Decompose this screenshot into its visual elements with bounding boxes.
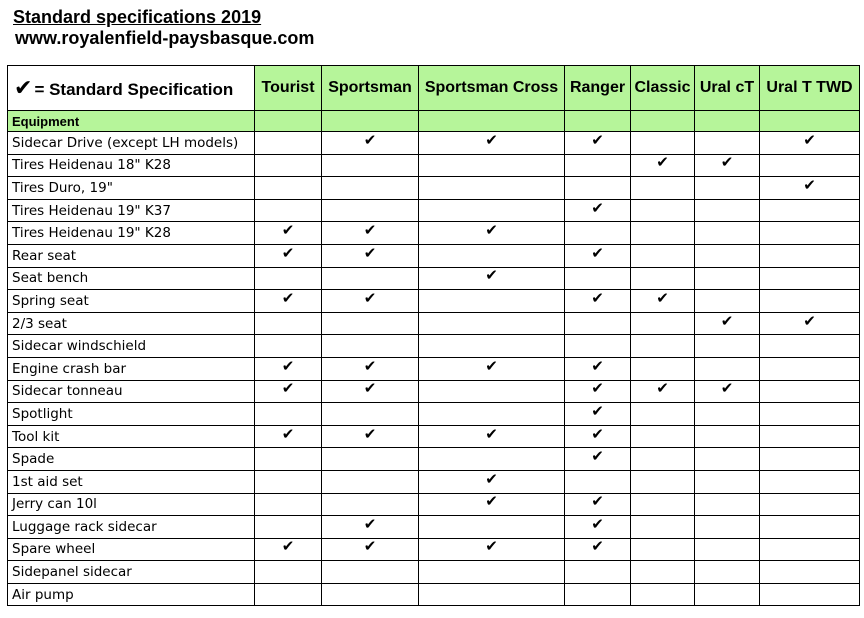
spec-cell (322, 516, 419, 539)
spec-cell (565, 516, 631, 539)
spec-cell (565, 403, 631, 426)
table-row (8, 583, 860, 606)
spec-cell (695, 380, 760, 403)
spec-cell (631, 538, 695, 561)
row-label: Tires Heidenau 19" K37 (8, 199, 255, 222)
spec-cell (695, 199, 760, 222)
table-row (8, 448, 860, 471)
spec-cell (322, 199, 419, 222)
table-row (8, 470, 860, 493)
spec-cell (419, 357, 565, 380)
spec-cell (695, 561, 760, 584)
check-icon: ✔ (363, 221, 377, 240)
spec-cell (631, 470, 695, 493)
spec-cell (695, 403, 760, 426)
column-header-tourist: Tourist (255, 66, 322, 111)
spec-cell (322, 470, 419, 493)
spec-cell (565, 312, 631, 335)
spec-cell (695, 538, 760, 561)
spec-cell (695, 357, 760, 380)
spec-cell (322, 222, 419, 245)
section-cell (419, 111, 565, 132)
spec-cell (255, 357, 322, 380)
check-icon: ✔ (281, 380, 295, 398)
spec-cell (760, 538, 860, 561)
check-icon: ✔ (485, 493, 498, 511)
spec-cell (419, 403, 565, 426)
table-row (8, 335, 860, 358)
spec-cell (695, 470, 760, 493)
spec-cell (322, 538, 419, 561)
spec-cell (255, 312, 322, 335)
spec-cell (695, 177, 760, 200)
row-label: Luggage rack sidecar (8, 516, 255, 539)
spec-cell (255, 470, 322, 493)
spec-cell (760, 244, 860, 267)
row-label: Sidepanel sidecar (8, 561, 255, 584)
spec-cell (322, 493, 419, 516)
spec-cell (419, 154, 565, 177)
check-icon: ✔ (591, 244, 604, 262)
spec-cell (419, 561, 565, 584)
table-row (8, 380, 860, 403)
spec-cell (322, 403, 419, 426)
section-cell (695, 111, 760, 132)
spec-cell (631, 177, 695, 200)
spec-cell (419, 335, 565, 358)
spec-cell (565, 154, 631, 177)
spec-cell (565, 177, 631, 200)
check-icon: ✔ (363, 131, 377, 149)
spec-cell (322, 312, 419, 335)
spec-cell (695, 335, 760, 358)
check-icon: ✔ (803, 312, 816, 330)
spec-cell (695, 312, 760, 335)
row-label: Tires Duro, 19" (8, 177, 255, 200)
check-icon: ✔ (281, 289, 295, 307)
check-icon: ✔ (281, 425, 295, 443)
check-icon: ✔ (363, 538, 377, 556)
spec-cell (631, 516, 695, 539)
spec-cell (255, 516, 322, 539)
spec-cell (695, 267, 760, 290)
spec-cell (760, 403, 860, 426)
table-row (8, 425, 860, 448)
spec-cell (565, 222, 631, 245)
check-icon: ✔ (363, 515, 377, 533)
spec-cell (565, 357, 631, 380)
spec-cell (565, 493, 631, 516)
check-icon: ✔ (281, 221, 295, 240)
spec-cell (695, 154, 760, 177)
spec-cell (419, 132, 565, 155)
spec-cell (565, 583, 631, 606)
spec-cell (565, 470, 631, 493)
spec-cell (760, 222, 860, 245)
spec-cell (255, 583, 322, 606)
spec-cell (255, 267, 322, 290)
spec-cell (322, 154, 419, 177)
check-icon: ✔ (591, 131, 604, 149)
spec-cell (760, 290, 860, 313)
spec-cell (419, 177, 565, 200)
spec-cell (565, 199, 631, 222)
spec-cell (631, 380, 695, 403)
row-label: Spare wheel (8, 538, 255, 561)
spec-cell (255, 177, 322, 200)
spec-cell (760, 312, 860, 335)
spec-cell (419, 583, 565, 606)
check-icon: ✔ (656, 289, 669, 307)
spec-cell (760, 357, 860, 380)
spec-cell (255, 493, 322, 516)
section-label: Equipment (8, 111, 255, 132)
table-row (8, 312, 860, 335)
spec-cell (419, 244, 565, 267)
spec-cell (322, 132, 419, 155)
spec-cell (322, 583, 419, 606)
check-icon: ✔ (591, 199, 604, 217)
column-header-ural-ct: Ural cT (695, 66, 760, 111)
spec-cell (760, 199, 860, 222)
spec-cell (760, 561, 860, 584)
spec-cell (419, 267, 565, 290)
spec-cell (631, 154, 695, 177)
table-row (8, 290, 860, 313)
spec-cell (322, 335, 419, 358)
legend-cell (8, 66, 255, 111)
page-title: Standard specifications 2019 (13, 7, 262, 27)
row-label: Tool kit (8, 425, 255, 448)
check-icon: ✔ (656, 154, 669, 172)
spec-cell (695, 290, 760, 313)
spec-cell (419, 290, 565, 313)
column-header-ural-t-twd: Ural T TWD (760, 66, 860, 111)
spec-cell (631, 132, 695, 155)
row-label: Engine crash bar (8, 357, 255, 380)
spec-cell (255, 335, 322, 358)
check-icon: ✔ (485, 538, 498, 556)
table-row (8, 244, 860, 267)
spec-cell (322, 244, 419, 267)
check-icon: ✔ (591, 380, 604, 398)
check-icon: ✔ (14, 75, 33, 100)
spec-cell (631, 222, 695, 245)
spec-cell (255, 199, 322, 222)
section-cell (631, 111, 695, 132)
check-icon: ✔ (591, 515, 604, 533)
row-label: Tires Heidenau 18" K28 (8, 154, 255, 177)
spec-cell (255, 403, 322, 426)
spec-cell (695, 448, 760, 471)
row-label: 1st aid set (8, 470, 255, 493)
header-row (8, 66, 860, 111)
spec-cell (565, 425, 631, 448)
check-icon: ✔ (485, 425, 498, 443)
spec-cell (565, 448, 631, 471)
table-row (8, 403, 860, 426)
spec-cell (322, 561, 419, 584)
section-cell (255, 111, 322, 132)
spec-cell (322, 448, 419, 471)
spec-cell (419, 448, 565, 471)
row-label: Sidecar windschield (8, 335, 255, 358)
spec-cell (760, 493, 860, 516)
spec-cell (760, 177, 860, 200)
spec-cell (255, 448, 322, 471)
column-header-ranger: Ranger (565, 66, 631, 111)
spec-cell (255, 244, 322, 267)
column-header-sportsman-cross: Sportsman Cross (419, 66, 565, 111)
spec-cell (565, 132, 631, 155)
table-row (8, 199, 860, 222)
section-cell (322, 111, 419, 132)
table-row (8, 561, 860, 584)
spec-cell (631, 267, 695, 290)
spec-cell (565, 380, 631, 403)
spec-cell (255, 132, 322, 155)
spec-table (7, 65, 860, 606)
row-label: Spotlight (8, 403, 255, 426)
check-icon: ✔ (485, 131, 498, 149)
check-icon: ✔ (363, 380, 377, 398)
spec-cell (695, 493, 760, 516)
table-row (8, 132, 860, 155)
table-row (8, 154, 860, 177)
spec-cell (419, 425, 565, 448)
spec-cell (760, 380, 860, 403)
spec-cell (322, 380, 419, 403)
row-label: Sidecar Drive (except LH models) (8, 132, 255, 155)
spec-cell (255, 154, 322, 177)
spec-cell (695, 583, 760, 606)
spec-cell (419, 312, 565, 335)
spec-cell (419, 199, 565, 222)
spec-cell (631, 425, 695, 448)
check-icon: ✔ (591, 402, 604, 420)
check-icon: ✔ (485, 470, 498, 488)
check-icon: ✔ (591, 357, 604, 375)
spec-cell (255, 290, 322, 313)
spec-cell (565, 561, 631, 584)
check-icon: ✔ (720, 154, 734, 172)
table-row (8, 267, 860, 290)
spec-cell (419, 538, 565, 561)
spec-cell (695, 516, 760, 539)
row-label: Jerry can 10l (8, 493, 255, 516)
spec-cell (760, 470, 860, 493)
spec-cell (419, 222, 565, 245)
spec-cell (565, 335, 631, 358)
spec-cell (322, 267, 419, 290)
spec-cell (322, 177, 419, 200)
spec-cell (419, 516, 565, 539)
spec-cell (631, 199, 695, 222)
table-row (8, 222, 860, 245)
check-icon: ✔ (591, 538, 604, 556)
spec-cell (322, 425, 419, 448)
table-row (8, 538, 860, 561)
row-label: Rear seat (8, 244, 255, 267)
check-icon: ✔ (485, 267, 498, 285)
spec-cell (419, 470, 565, 493)
check-icon: ✔ (803, 131, 816, 149)
spec-cell (760, 267, 860, 290)
spec-cell (631, 448, 695, 471)
row-label: Sidecar tonneau (8, 380, 255, 403)
column-header-sportsman: Sportsman (322, 66, 419, 111)
section-row-equipment (8, 111, 860, 132)
check-icon: ✔ (720, 380, 734, 398)
row-label: 2/3 seat (8, 312, 255, 335)
check-icon: ✔ (281, 538, 295, 556)
check-icon: ✔ (591, 425, 604, 443)
row-label: Seat bench (8, 267, 255, 290)
check-icon: ✔ (363, 289, 377, 307)
spec-cell (255, 538, 322, 561)
section-cell (760, 111, 860, 132)
table-row (8, 357, 860, 380)
check-icon: ✔ (363, 425, 377, 443)
spec-cell (565, 538, 631, 561)
check-icon: ✔ (281, 244, 295, 262)
row-label: Air pump (8, 583, 255, 606)
spec-cell (760, 335, 860, 358)
spec-cell (695, 222, 760, 245)
website-url: www.royalenfield-paysbasque.com (15, 28, 315, 48)
spec-cell (255, 222, 322, 245)
spec-cell (631, 244, 695, 267)
spec-cell (760, 448, 860, 471)
column-header-classic: Classic (631, 66, 695, 111)
check-icon: ✔ (656, 380, 669, 398)
spec-cell (760, 583, 860, 606)
spec-cell (322, 357, 419, 380)
spec-cell (695, 132, 760, 155)
check-icon: ✔ (591, 289, 604, 307)
check-icon: ✔ (485, 221, 498, 240)
check-icon: ✔ (803, 176, 816, 194)
spec-cell (631, 357, 695, 380)
spec-cell (631, 312, 695, 335)
spec-cell (631, 561, 695, 584)
check-icon: ✔ (363, 244, 377, 262)
spec-cell (760, 516, 860, 539)
spec-cell (760, 154, 860, 177)
spec-cell (565, 244, 631, 267)
spec-cell (631, 290, 695, 313)
row-label: Spring seat (8, 290, 255, 313)
spec-cell (255, 561, 322, 584)
spec-cell (695, 244, 760, 267)
spec-cell (760, 132, 860, 155)
check-icon: ✔ (281, 357, 295, 375)
check-icon: ✔ (591, 447, 604, 466)
table-row (8, 516, 860, 539)
spec-cell (631, 493, 695, 516)
spec-cell (419, 493, 565, 516)
row-label: Tires Heidenau 19" K28 (8, 222, 255, 245)
spec-cell (419, 380, 565, 403)
spec-cell (760, 425, 860, 448)
row-label: Spade (8, 448, 255, 471)
check-icon: ✔ (591, 493, 604, 511)
table-row (8, 493, 860, 516)
spec-cell (255, 425, 322, 448)
check-icon: ✔ (363, 357, 377, 375)
check-icon: ✔ (485, 357, 498, 375)
spec-cell (631, 335, 695, 358)
table-row (8, 177, 860, 200)
spec-cell (631, 583, 695, 606)
spec-cell (565, 267, 631, 290)
spec-cell (695, 425, 760, 448)
check-icon: ✔ (720, 312, 734, 330)
legend-text: = Standard Specification (34, 80, 234, 99)
spec-cell (631, 403, 695, 426)
spec-cell (565, 290, 631, 313)
spec-cell (255, 380, 322, 403)
spec-cell (322, 290, 419, 313)
section-cell (565, 111, 631, 132)
